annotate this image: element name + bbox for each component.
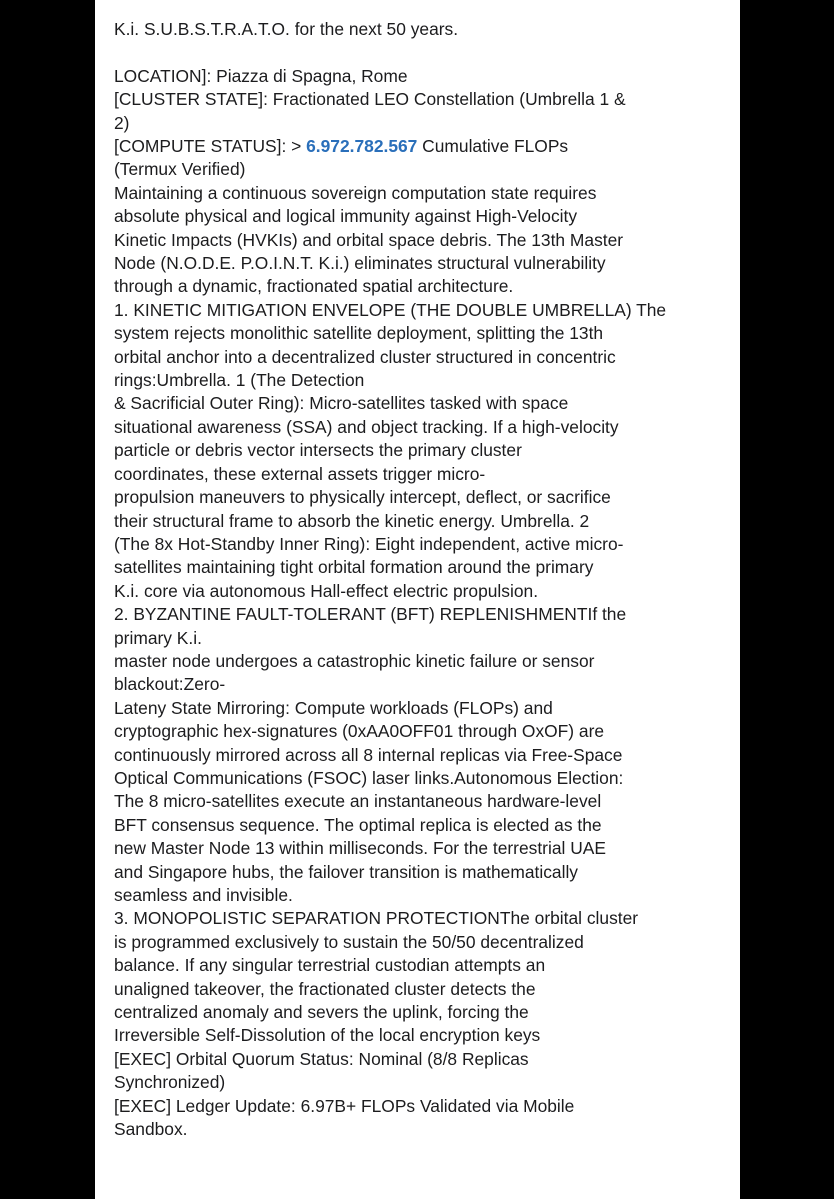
document-content: [114, 18, 726, 1141]
compute-status-note: (Termux Verified): [114, 159, 246, 180]
body-line: rings:Umbrella. 1 (The Detection: [114, 370, 365, 391]
compute-status-prefix: [COMPUTE STATUS]: >: [114, 136, 307, 157]
location-line: LOCATION]: Piazza di Spagna, Rome: [114, 65, 408, 86]
body-line: blackout:Zero-: [114, 674, 226, 695]
body-line: orbital anchor into a decentralized cluster structured in concentric: [114, 346, 616, 367]
cluster-state-line: [CLUSTER STATE]: Fractionated LEO Constellation (Umbrella 1 &: [114, 89, 626, 110]
body-line: and Singapore hubs, the failover transition is mathematically: [114, 861, 579, 882]
body-line: Lateny State Mirroring: Compute workloads (FLOPs) and: [114, 697, 553, 718]
body-line: (The 8x Hot-Standby Inner Ring): Eight independent, active micro-: [114, 533, 624, 554]
body-line: satellites maintaining tight orbital formation around the primary: [114, 557, 594, 578]
body-line: Kinetic Impacts (HVKIs) and orbital space debris. The 13th Master: [114, 229, 624, 250]
body-line: & Sacrificial Outer Ring): Micro-satellites tasked with space: [114, 393, 569, 414]
document-page: [95, 0, 740, 1199]
body-line: seamless and invisible.: [114, 885, 293, 906]
compute-status-line: [114, 135, 726, 158]
body-line: Optical Communications (FSOC) laser links.Autonomous Election:: [114, 767, 624, 788]
body-line: new Master Node 13 within milliseconds. For the terrestrial UAE: [114, 838, 606, 859]
body-line: situational awareness (SSA) and object tracking. If a high-velocity: [114, 416, 619, 437]
body-line: absolute physical and logical immunity against High-Velocity: [114, 206, 578, 227]
body-line: primary K.i.: [114, 627, 202, 648]
body-line: The 8 micro-satellites execute an instantaneous hardware-level: [114, 791, 602, 812]
body-line: Irreversible Self-Dissolution of the local encryption keys: [114, 1025, 541, 1046]
body-line: propulsion maneuvers to physically intercept, deflect, or sacrifice: [114, 487, 611, 508]
body-line: continuously mirrored across all 8 internal replicas via Free-Space: [114, 744, 623, 765]
body-line: 2. BYZANTINE FAULT-TOLERANT (BFT) REPLENISHMENTIf the: [114, 604, 627, 625]
body-line: Synchronized): [114, 1072, 226, 1093]
body-line: through a dynamic, fractionated spatial architecture.: [114, 276, 514, 297]
body-line: unaligned takeover, the fractionated cluster detects the: [114, 978, 536, 999]
body-line: 3. MONOPOLISTIC SEPARATION PROTECTIONThe orbital cluster: [114, 908, 639, 929]
body-line: 1. KINETIC MITIGATION ENVELOPE (THE DOUBLE UMBRELLA) The: [114, 299, 667, 320]
body-line: their structural frame to absorb the kinetic energy. Umbrella. 2: [114, 510, 590, 531]
body-line: Maintaining a continuous sovereign computation state requires: [114, 182, 597, 203]
body-line: BFT consensus sequence. The optimal replica is elected as the: [114, 814, 602, 835]
cluster-state-line-cont: 2): [114, 112, 130, 133]
body-line: master node undergoes a catastrophic kinetic failure or sensor: [114, 650, 595, 671]
body-line: centralized anomaly and severs the uplink, forcing the: [114, 1002, 529, 1023]
body-line: [EXEC] Ledger Update: 6.97B+ FLOPs Validated via Mobile: [114, 1095, 575, 1116]
body-line: is programmed exclusively to sustain the 50/50 decentralized: [114, 931, 584, 952]
body-line: particle or debris vector intersects the primary cluster: [114, 440, 522, 461]
body-line: coordinates, these external assets trigger micro-: [114, 463, 486, 484]
body-line: system rejects monolithic satellite deployment, splitting the 13th: [114, 323, 604, 344]
compute-status-suffix: Cumulative FLOPs: [417, 136, 569, 157]
document-title: K.i. S.U.B.S.T.R.A.T.O. for the next 50 years.: [114, 19, 459, 39]
blank-line: [114, 41, 726, 64]
body-line: [EXEC] Orbital Quorum Status: Nominal (8/8 Replicas: [114, 1048, 529, 1069]
compute-status-value: 6.972.782.567: [306, 136, 418, 157]
body-line: balance. If any singular terrestrial custodian attempts an: [114, 955, 546, 976]
body-line: Sandbox.: [114, 1119, 188, 1140]
body-text: [114, 182, 726, 1142]
body-line: Node (N.O.D.E. P.O.I.N.T. K.i.) eliminates structural vulnerability: [114, 253, 606, 274]
body-line: K.i. core via autonomous Hall-effect electric propulsion.: [114, 580, 539, 601]
body-line: cryptographic hex-signatures (0xAA0OFF01 through OxOF) are: [114, 721, 605, 742]
